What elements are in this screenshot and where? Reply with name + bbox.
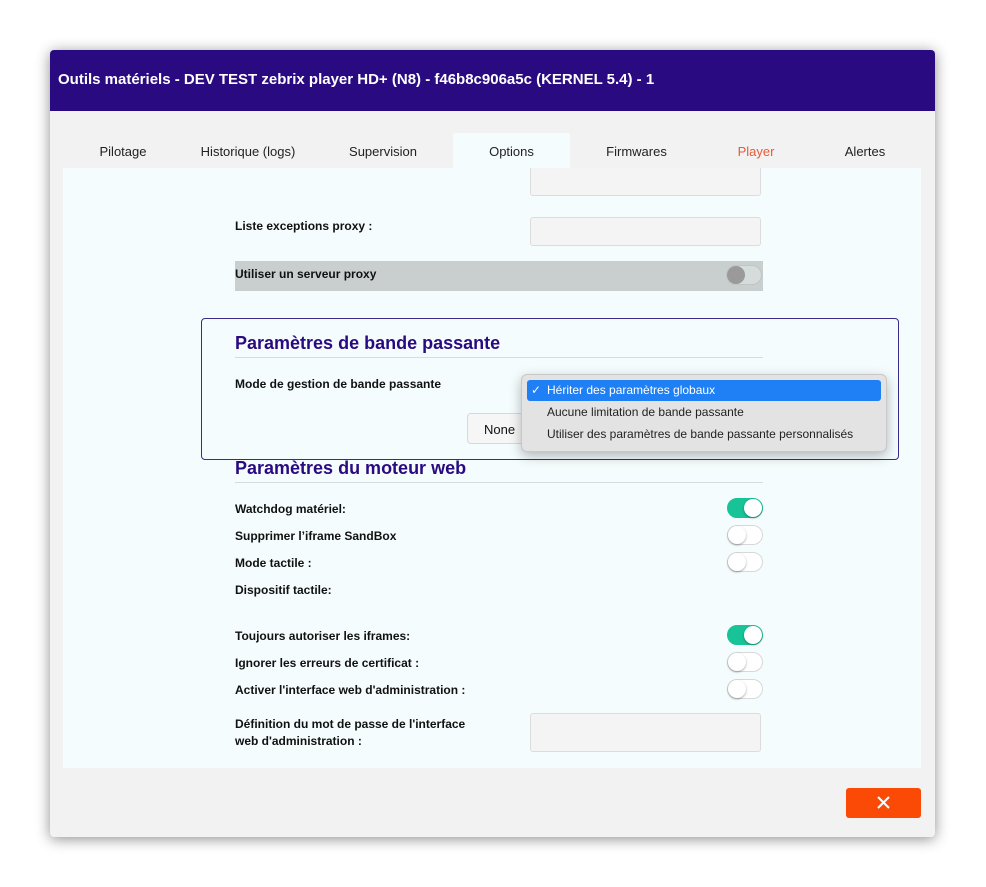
bandwidth-mode-dropdown[interactable]	[521, 374, 887, 452]
admin-password-label-line2: web d'administration :	[235, 734, 362, 748]
proxy-exceptions-label: Liste exceptions proxy :	[235, 219, 373, 233]
tab-options[interactable]: Options	[453, 133, 570, 168]
bandwidth-option-unlimited[interactable]	[527, 402, 881, 423]
proxy-field-partial[interactable]	[530, 168, 761, 196]
bandwidth-option-custom[interactable]	[527, 424, 881, 445]
dialog-title: Outils matériels - DEV TEST zebrix player HD+ (N8) - f46b8c906a5c (KERNEL 5.4) - 1	[58, 71, 655, 88]
bandwidth-mode-label: Mode de gestion de bande passante	[235, 377, 442, 391]
sandbox-label: Supprimer l’iframe SandBox	[235, 529, 397, 543]
close-icon	[846, 788, 921, 818]
bandwidth-option-custom-label: Utiliser des paramètres de bande passante personnalisés	[547, 427, 854, 441]
use-proxy-label: Utiliser un serveur proxy	[235, 267, 377, 281]
iframes-toggle[interactable]	[727, 625, 763, 645]
watchdog-toggle[interactable]	[727, 498, 763, 518]
proxy-exceptions-input[interactable]	[530, 217, 761, 246]
bandwidth-divider	[235, 357, 763, 358]
tab-player[interactable]: Player	[737, 144, 775, 159]
tab-historique[interactable]: Historique (logs)	[200, 144, 296, 159]
dialog-titlebar	[50, 50, 935, 111]
use-proxy-toggle[interactable]	[726, 265, 762, 285]
watchdog-label: Watchdog matériel:	[235, 502, 346, 516]
close-button[interactable]	[846, 788, 921, 818]
touch-mode-toggle[interactable]	[727, 552, 763, 572]
iframes-label: Toujours autoriser les iframes:	[235, 629, 411, 643]
tab-pilotage[interactable]: Pilotage	[99, 144, 147, 159]
admin-password-label-line1: Définition du mot de passe de l'interface	[235, 717, 466, 731]
webengine-divider	[235, 482, 763, 483]
admin-ui-label: Activer l'interface web d'administration :	[235, 683, 466, 697]
bandwidth-option-inherit[interactable]	[527, 380, 881, 401]
admin-ui-toggle[interactable]	[727, 679, 763, 699]
cert-errors-toggle[interactable]	[727, 652, 763, 672]
tab-firmwares[interactable]: Firmwares	[606, 144, 667, 159]
touch-device-label: Dispositif tactile:	[235, 583, 332, 597]
tab-bar	[63, 133, 921, 168]
checkmark-icon: ✓	[531, 383, 542, 397]
bandwidth-option-inherit-label: Hériter des paramètres globaux	[547, 383, 716, 397]
tab-supervision[interactable]: Supervision	[349, 144, 417, 159]
admin-password-label	[235, 716, 465, 750]
cert-errors-label: Ignorer les erreurs de certificat :	[235, 656, 420, 670]
bandwidth-option-unlimited-label: Aucune limitation de bande passante	[547, 405, 744, 419]
touch-mode-label: Mode tactile :	[235, 556, 312, 570]
tab-alertes[interactable]: Alertes	[844, 144, 886, 159]
options-panel	[63, 168, 921, 768]
touch-device-value: None	[484, 422, 516, 437]
admin-password-input[interactable]	[530, 713, 761, 752]
bandwidth-title: Paramètres de bande passante	[235, 333, 501, 353]
sandbox-toggle[interactable]	[727, 525, 763, 545]
webengine-title: Paramètres du moteur web	[235, 458, 467, 478]
